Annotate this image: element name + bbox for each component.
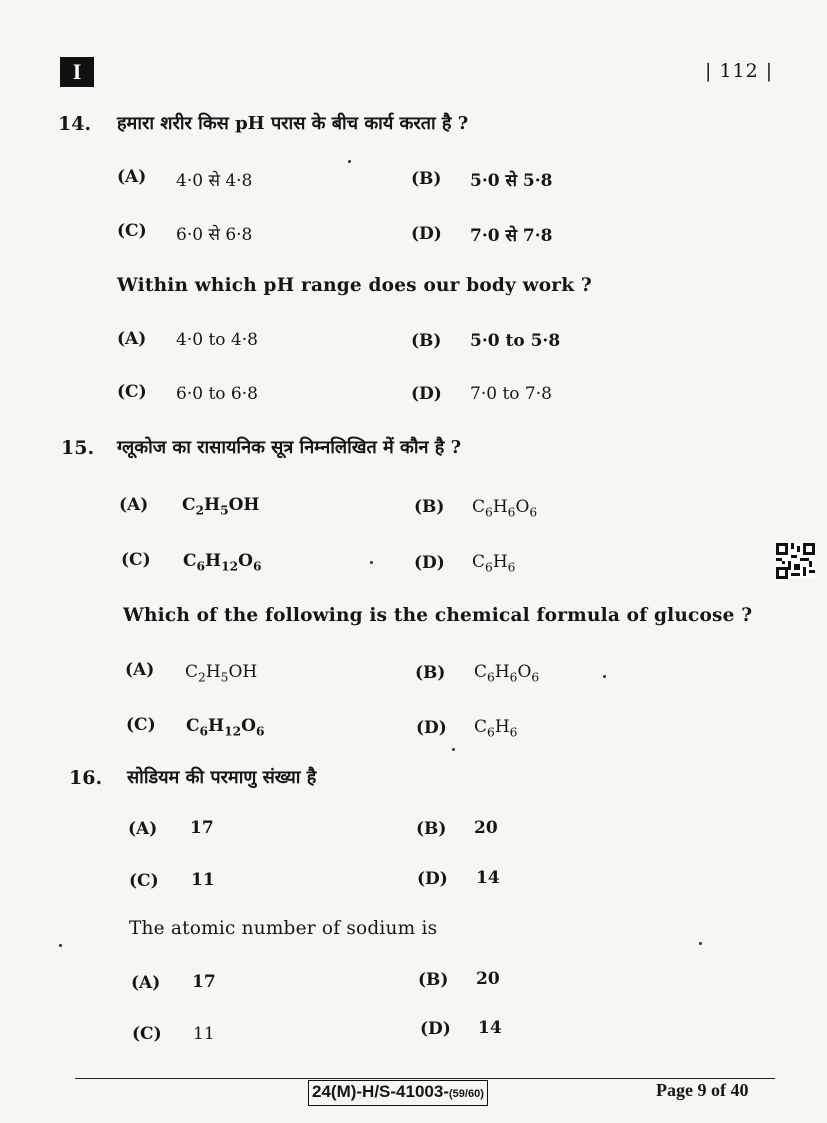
q16-en-option-c-label: (C) — [132, 1024, 162, 1044]
scan-speck — [603, 675, 606, 678]
q15-en-option-c-formula: $C_6H_{12}O_6$ — [186, 716, 265, 739]
q14-en-option-a-text: 4·0 to 4·8 — [176, 330, 258, 350]
q16-en-option-b-label: (B) — [418, 970, 449, 990]
q15-hi-option-b-formula: $C_6H_6O_6$ — [472, 497, 538, 520]
question-number-16: 16. — [69, 767, 103, 789]
scan-speck — [452, 748, 455, 751]
question-16-hindi-text: सोडियम की परमाणु संख्या है — [127, 767, 317, 788]
q16-en-option-d-label: (D) — [420, 1019, 451, 1039]
q15-hi-option-d-label: (D) — [414, 553, 445, 573]
page-number: Page 9 of 40 — [656, 1080, 749, 1100]
set-badge: I — [60, 57, 94, 87]
q15-en-option-b-label: (B) — [415, 663, 446, 683]
question-14-english-text: Within which pH range does our body work ? — [117, 275, 592, 296]
q16-hi-option-c-text: 11 — [191, 870, 215, 890]
q14-hi-option-a-text: 4·0 से 4·8 — [176, 171, 253, 191]
question-16-english-text: The atomic number of sodium is — [129, 918, 438, 939]
footer-rule — [75, 1078, 775, 1079]
q16-hi-option-d-text: 14 — [476, 868, 500, 888]
q16-hi-option-d-label: (D) — [417, 869, 448, 889]
q16-hi-option-c-label: (C) — [129, 871, 159, 891]
q14-hi-option-c-label: (C) — [117, 221, 147, 241]
q15-en-option-d-label: (D) — [416, 718, 447, 738]
q16-hi-option-a-label: (A) — [128, 819, 158, 839]
q14-en-option-d-label: (D) — [411, 384, 442, 404]
q14-hi-option-d-label: (D) — [411, 224, 442, 244]
scan-speck — [59, 944, 62, 947]
page-code: | 112 | — [705, 60, 774, 82]
q15-hi-option-a-label: (A) — [119, 495, 149, 515]
question-15-english-text: Which of the following is the chemical formula of glucose ? — [123, 605, 753, 626]
q14-en-option-b-label: (B) — [411, 331, 442, 351]
q14-en-option-b-text: 5·0 to 5·8 — [470, 331, 561, 351]
q15-hi-option-d-formula: $C_6H_6$ — [472, 552, 516, 575]
scan-speck — [370, 561, 373, 564]
q14-en-option-c-text: 6·0 to 6·8 — [176, 384, 258, 404]
q16-hi-option-a-text: 17 — [190, 818, 214, 838]
q14-hi-option-a-label: (A) — [117, 167, 147, 187]
q14-hi-option-b-label: (B) — [411, 169, 442, 189]
qr-code — [776, 543, 815, 579]
question-15-hindi-text: ग्लूकोज का रासायनिक सूत्र निम्नलिखित में कौन है ? — [117, 437, 462, 458]
q15-hi-option-c-label: (C) — [121, 550, 151, 570]
q15-en-option-b-formula: $C_6H_6O_6$ — [474, 662, 540, 685]
q16-hi-option-b-text: 20 — [474, 818, 498, 838]
scan-speck — [348, 160, 351, 163]
q14-en-option-a-label: (A) — [117, 329, 147, 349]
q16-en-option-c-text: 11 — [193, 1024, 215, 1044]
q16-en-option-a-text: 17 — [192, 972, 216, 992]
q14-hi-option-c-text: 6·0 से 6·8 — [176, 225, 253, 245]
paper-code: 24(M)-H/S-41003-(59/60) — [308, 1080, 488, 1106]
q16-hi-option-b-label: (B) — [416, 819, 447, 839]
q15-hi-option-b-label: (B) — [414, 497, 445, 517]
q15-en-option-c-label: (C) — [126, 715, 156, 735]
scan-speck — [699, 942, 702, 945]
q15-hi-option-c-formula: $C_6H_{12}O_6$ — [183, 551, 262, 574]
q16-en-option-d-text: 14 — [478, 1018, 502, 1038]
question-14-hindi-text: हमारा शरीर किस pH परास के बीच कार्य करता है ? — [117, 113, 469, 134]
q15-en-option-a-formula: $C_2H_5OH$ — [185, 662, 258, 685]
q16-en-option-b-text: 20 — [476, 969, 500, 989]
question-number-15: 15. — [61, 437, 95, 459]
q14-en-option-c-label: (C) — [117, 382, 147, 402]
q14-hi-option-b-text: 5·0 से 5·8 — [470, 171, 553, 191]
q14-hi-option-d-text: 7·0 से 7·8 — [470, 226, 553, 246]
q15-en-option-a-label: (A) — [125, 660, 155, 680]
q15-hi-option-a-formula: $C_2H_5OH$ — [182, 495, 260, 518]
q14-en-option-d-text: 7·0 to 7·8 — [470, 384, 552, 404]
q16-en-option-a-label: (A) — [131, 973, 161, 993]
question-number-14: 14. — [58, 113, 92, 135]
q15-en-option-d-formula: $C_6H_6$ — [474, 717, 518, 740]
